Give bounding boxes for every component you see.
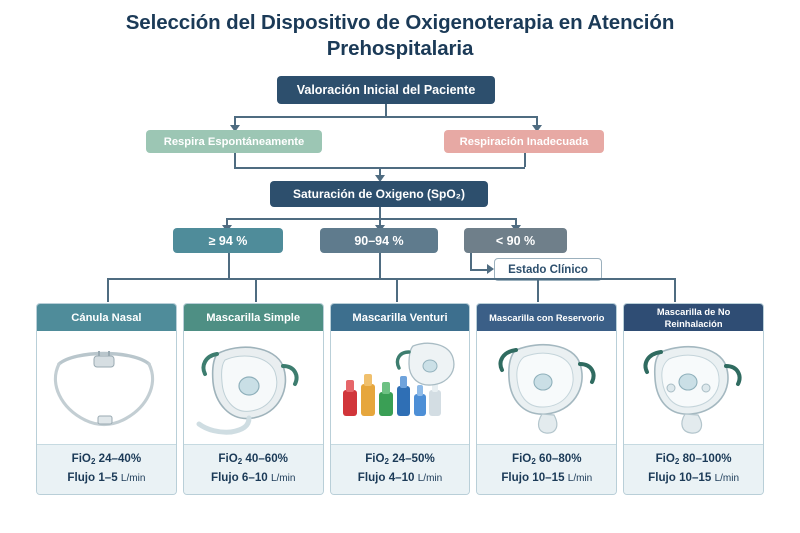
connector-cards-bar — [107, 278, 674, 280]
device-card-reservoir-mask[interactable] — [476, 303, 617, 495]
node-saturation-label: Saturación de Oxigeno (SpO₂) — [292, 187, 466, 201]
fio2-label: FiO — [655, 452, 675, 465]
device-name-label: Mascarilla Simple — [206, 311, 301, 324]
fio2-value: 60–80% — [539, 452, 582, 465]
node-inadequate-breathing-label: Respiración Inadecuada — [459, 135, 589, 148]
non-rebreather-mask-icon — [627, 340, 761, 435]
flow-label: Flujo — [210, 471, 239, 484]
fio2-value: 24–50% — [392, 452, 435, 465]
flow-value: 6–10 — [241, 471, 268, 484]
device-card-header — [331, 304, 470, 331]
connector-right-down — [524, 153, 526, 167]
device-flow — [37, 470, 176, 487]
flow-value: 4–10 — [388, 471, 415, 484]
connector-lt90-down — [470, 253, 472, 269]
flow-unit: L/min — [120, 473, 146, 484]
page-title: Selección del Dispositivo de Oxigenoterapia en Atención Prehospitalaria — [125, 11, 675, 60]
device-specs — [331, 444, 470, 494]
device-name-label: Mascarilla de No Reinhalación — [656, 306, 731, 329]
fio2-subscript: 2 — [384, 457, 389, 466]
device-flow — [624, 470, 763, 487]
device-fio2 — [624, 451, 763, 470]
connector-branch-bar — [234, 116, 537, 118]
device-specs — [37, 444, 176, 494]
node-initial-assessment-label: Valoración Inicial del Paciente — [296, 83, 476, 97]
device-card-header — [184, 304, 323, 331]
node-spontaneous-breathing — [146, 130, 322, 153]
node-clinical-state-label: Estado Clínico — [508, 263, 588, 276]
device-specs — [477, 444, 616, 494]
fio2-value: 80–100% — [682, 452, 732, 465]
flow-label: Flujo — [67, 471, 96, 484]
connector-cards-down-5 — [674, 278, 676, 302]
device-card-nasal-cannula[interactable] — [36, 303, 177, 495]
connector-cards-down-3 — [396, 278, 398, 302]
fio2-subscript: 2 — [237, 457, 243, 466]
node-saturation — [270, 181, 488, 207]
connector-lt90-right — [470, 269, 488, 271]
fio2-subscript: 2 — [90, 457, 96, 466]
device-fio2 — [477, 451, 616, 470]
fio2-subscript: 2 — [531, 457, 536, 466]
device-card-row — [36, 303, 764, 495]
connector-initial-down — [385, 104, 387, 116]
flow-value: 1–5 — [98, 471, 118, 484]
flow-label: Flujo — [648, 471, 676, 484]
connector-cards-down-4 — [537, 278, 539, 302]
fio2-value: 24–40% — [98, 452, 142, 465]
device-image — [37, 331, 176, 444]
fio2-label: FiO — [218, 452, 238, 465]
node-sat-90-94-label: 90–94 % — [354, 233, 404, 248]
flow-value: 10–15 — [532, 471, 565, 484]
flow-label: Flujo — [501, 471, 530, 484]
connector-left-down — [234, 153, 236, 167]
connector-sat-bar — [226, 218, 516, 220]
node-spontaneous-breathing-label: Respira Espontáneamente — [163, 135, 305, 148]
node-sat-lt90 — [464, 228, 567, 253]
connector-card1-down — [228, 253, 230, 278]
fio2-label: FiO — [512, 452, 532, 465]
device-card-venturi-mask[interactable] — [330, 303, 471, 495]
device-flow — [477, 470, 616, 487]
device-image — [477, 331, 616, 444]
flow-unit: L/min — [714, 473, 740, 484]
device-image — [624, 331, 763, 444]
node-inadequate-breathing — [444, 130, 604, 153]
flow-unit: L/min — [417, 473, 443, 484]
fio2-label: FiO — [71, 452, 91, 465]
device-flow — [184, 470, 323, 487]
node-initial-assessment — [277, 76, 495, 104]
device-card-header — [477, 304, 616, 331]
device-fio2 — [331, 451, 470, 470]
device-flow — [331, 470, 470, 487]
fio2-subscript: 2 — [674, 457, 680, 466]
device-image — [331, 331, 470, 444]
fio2-value: 40–60% — [245, 452, 288, 465]
fio2-label: FiO — [365, 452, 385, 465]
venturi-mask-icon — [333, 340, 467, 435]
device-specs — [184, 444, 323, 494]
reservoir-mask-icon — [480, 340, 614, 435]
arrow-to-clinical-state — [487, 264, 494, 274]
device-image — [184, 331, 323, 444]
device-specs — [624, 444, 763, 494]
flow-label: Flujo — [357, 471, 386, 484]
node-sat-lt90-label: < 90 % — [495, 233, 536, 248]
device-card-non-rebreather-mask[interactable] — [623, 303, 764, 495]
device-name-label: Mascarilla con Reservorio — [489, 312, 605, 323]
node-sat-ge94 — [173, 228, 283, 253]
connector-card3-down — [379, 253, 381, 278]
flow-unit: L/min — [270, 473, 296, 484]
device-name-label: Mascarilla Venturi — [352, 311, 448, 324]
connector-cards-down-1 — [107, 278, 109, 302]
connector-sat-down — [379, 207, 381, 218]
node-sat-ge94-label: ≥ 94 % — [208, 233, 248, 248]
nasal-cannula-icon — [41, 340, 171, 435]
device-card-header — [624, 304, 763, 331]
device-card-simple-mask[interactable] — [183, 303, 324, 495]
simple-mask-icon — [187, 340, 319, 435]
flow-value: 10–15 — [679, 471, 712, 484]
device-name-label: Cánula Nasal — [71, 311, 142, 324]
connector-cards-down-2 — [255, 278, 257, 302]
device-fio2 — [184, 451, 323, 470]
node-sat-90-94 — [320, 228, 438, 253]
flow-unit: L/min — [567, 473, 593, 484]
device-fio2 — [37, 451, 176, 470]
device-card-header — [37, 304, 176, 331]
